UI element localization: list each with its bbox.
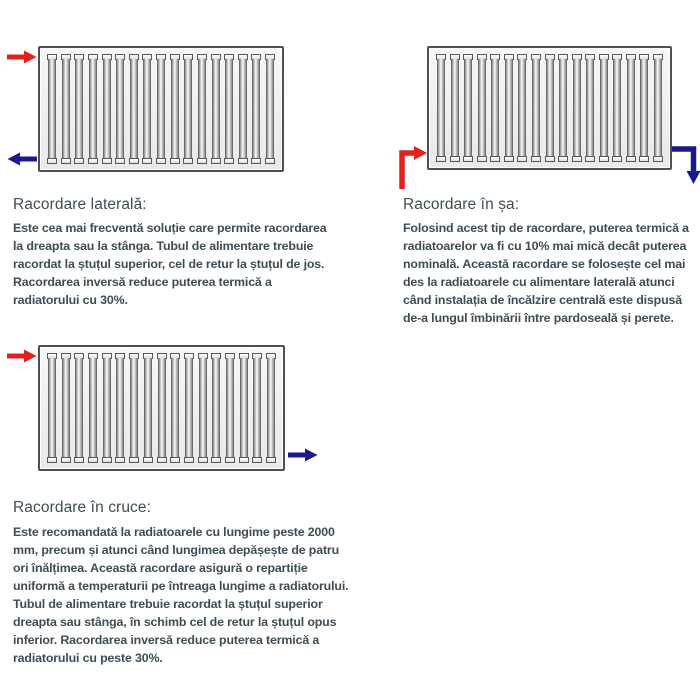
radiator-fin: [102, 353, 112, 463]
radiator-fin: [198, 353, 208, 463]
return-arrow-icon: [288, 448, 318, 462]
radiator-fin: [251, 54, 261, 164]
radiator-fin: [450, 54, 460, 162]
section-heading: Racordare în șa:: [403, 196, 520, 213]
radiator-fin: [61, 54, 71, 164]
radiator-fin: [129, 353, 139, 463]
section-body: Este cea mai frecventă soluție care permite racordarea la dreapta sau la stânga. Tubul de alimentare trebuie racordat la ștuțul superior, cel de retur la ștuțul de jos. Racordarea inversă reduce puterea termică a radiatorului cu 30%.: [13, 221, 327, 307]
radiator-fin: [211, 353, 221, 463]
radiator-fins: [436, 54, 663, 162]
radiator-fin: [88, 353, 98, 463]
radiator-fin: [239, 353, 249, 463]
radiator-fin: [47, 54, 57, 164]
radiator-fins: [47, 54, 275, 164]
radiator-fin: [74, 54, 84, 164]
radiator-fin: [572, 54, 582, 162]
radiator-diagram: [38, 46, 284, 172]
section-body: Este recomandată la radiatoarele cu lungime peste 2000 mm, precum și atunci când lungimea depășește de patru ori înălțimea. Această racordare asigură o repartiție uniformă a temperaturii pe întreaga lungime a radiatorului. Tubul de alimentare trebuie racordat la ștuțul superior dreapta sau stânga, în schimb cel de retur la ștuțul opus inferior. Racordarea inversă reduce puterea termică a radiatorului cu peste 30%.: [13, 525, 349, 665]
radiator-fin: [531, 54, 541, 162]
supply-arrow-icon: [7, 349, 37, 363]
radiator-fin: [61, 353, 71, 463]
radiator-fin: [639, 54, 649, 162]
radiator-fin: [545, 54, 555, 162]
radiator-fin: [504, 54, 514, 162]
radiator-fin: [88, 54, 98, 164]
radiator-fin: [238, 54, 248, 164]
radiator-fin: [115, 54, 125, 164]
radiator-fin: [653, 54, 663, 162]
radiator-fin: [436, 54, 446, 162]
radiator-fin: [184, 353, 194, 463]
radiator-fin: [47, 353, 57, 463]
supply-arrow-icon: [398, 143, 428, 189]
radiator-fin: [612, 54, 622, 162]
radiator-fin: [490, 54, 500, 162]
radiator-fins: [47, 353, 276, 463]
radiator-fin: [211, 54, 221, 164]
radiator-fin: [265, 54, 275, 164]
radiator-fin: [225, 353, 235, 463]
radiator-fin: [143, 353, 153, 463]
radiator-fin: [170, 54, 180, 164]
radiator-diagram: [427, 46, 672, 170]
radiator-fin: [252, 353, 262, 463]
radiator-fin: [558, 54, 568, 162]
supply-arrow-icon: [7, 50, 37, 64]
section-heading: Racordare laterală:: [13, 196, 147, 213]
radiator-fin: [626, 54, 636, 162]
radiator-fin: [156, 54, 166, 164]
radiator-fin: [266, 353, 276, 463]
radiator-fin: [115, 353, 125, 463]
return-arrow-icon: [672, 141, 700, 189]
radiator-fin: [129, 54, 139, 164]
radiator-fin: [157, 353, 167, 463]
radiator-fin: [463, 54, 473, 162]
radiator-fin: [183, 54, 193, 164]
radiator-fin: [197, 54, 207, 164]
radiator-fin: [517, 54, 527, 162]
section-heading: Racordare în cruce:: [13, 499, 152, 516]
radiator-fin: [477, 54, 487, 162]
radiator-fin: [170, 353, 180, 463]
radiator-fin: [142, 54, 152, 164]
radiator-fin: [585, 54, 595, 162]
radiator-diagram: [38, 345, 285, 471]
radiator-fin: [224, 54, 234, 164]
radiator-fin: [102, 54, 112, 164]
radiator-fin: [74, 353, 84, 463]
return-arrow-icon: [7, 152, 37, 166]
radiator-fin: [599, 54, 609, 162]
section-body: Folosind acest tip de racordare, puterea termică a radiatoarelor va fi cu 10% mai mică decât puterea nominală. Această racordare se folosește cel mai des la radiatoarele cu alimentare laterală atunci când instalația de încălzire centrală este dispusă de-a lungul îmbinării între pardoseală și perete.: [403, 221, 689, 325]
